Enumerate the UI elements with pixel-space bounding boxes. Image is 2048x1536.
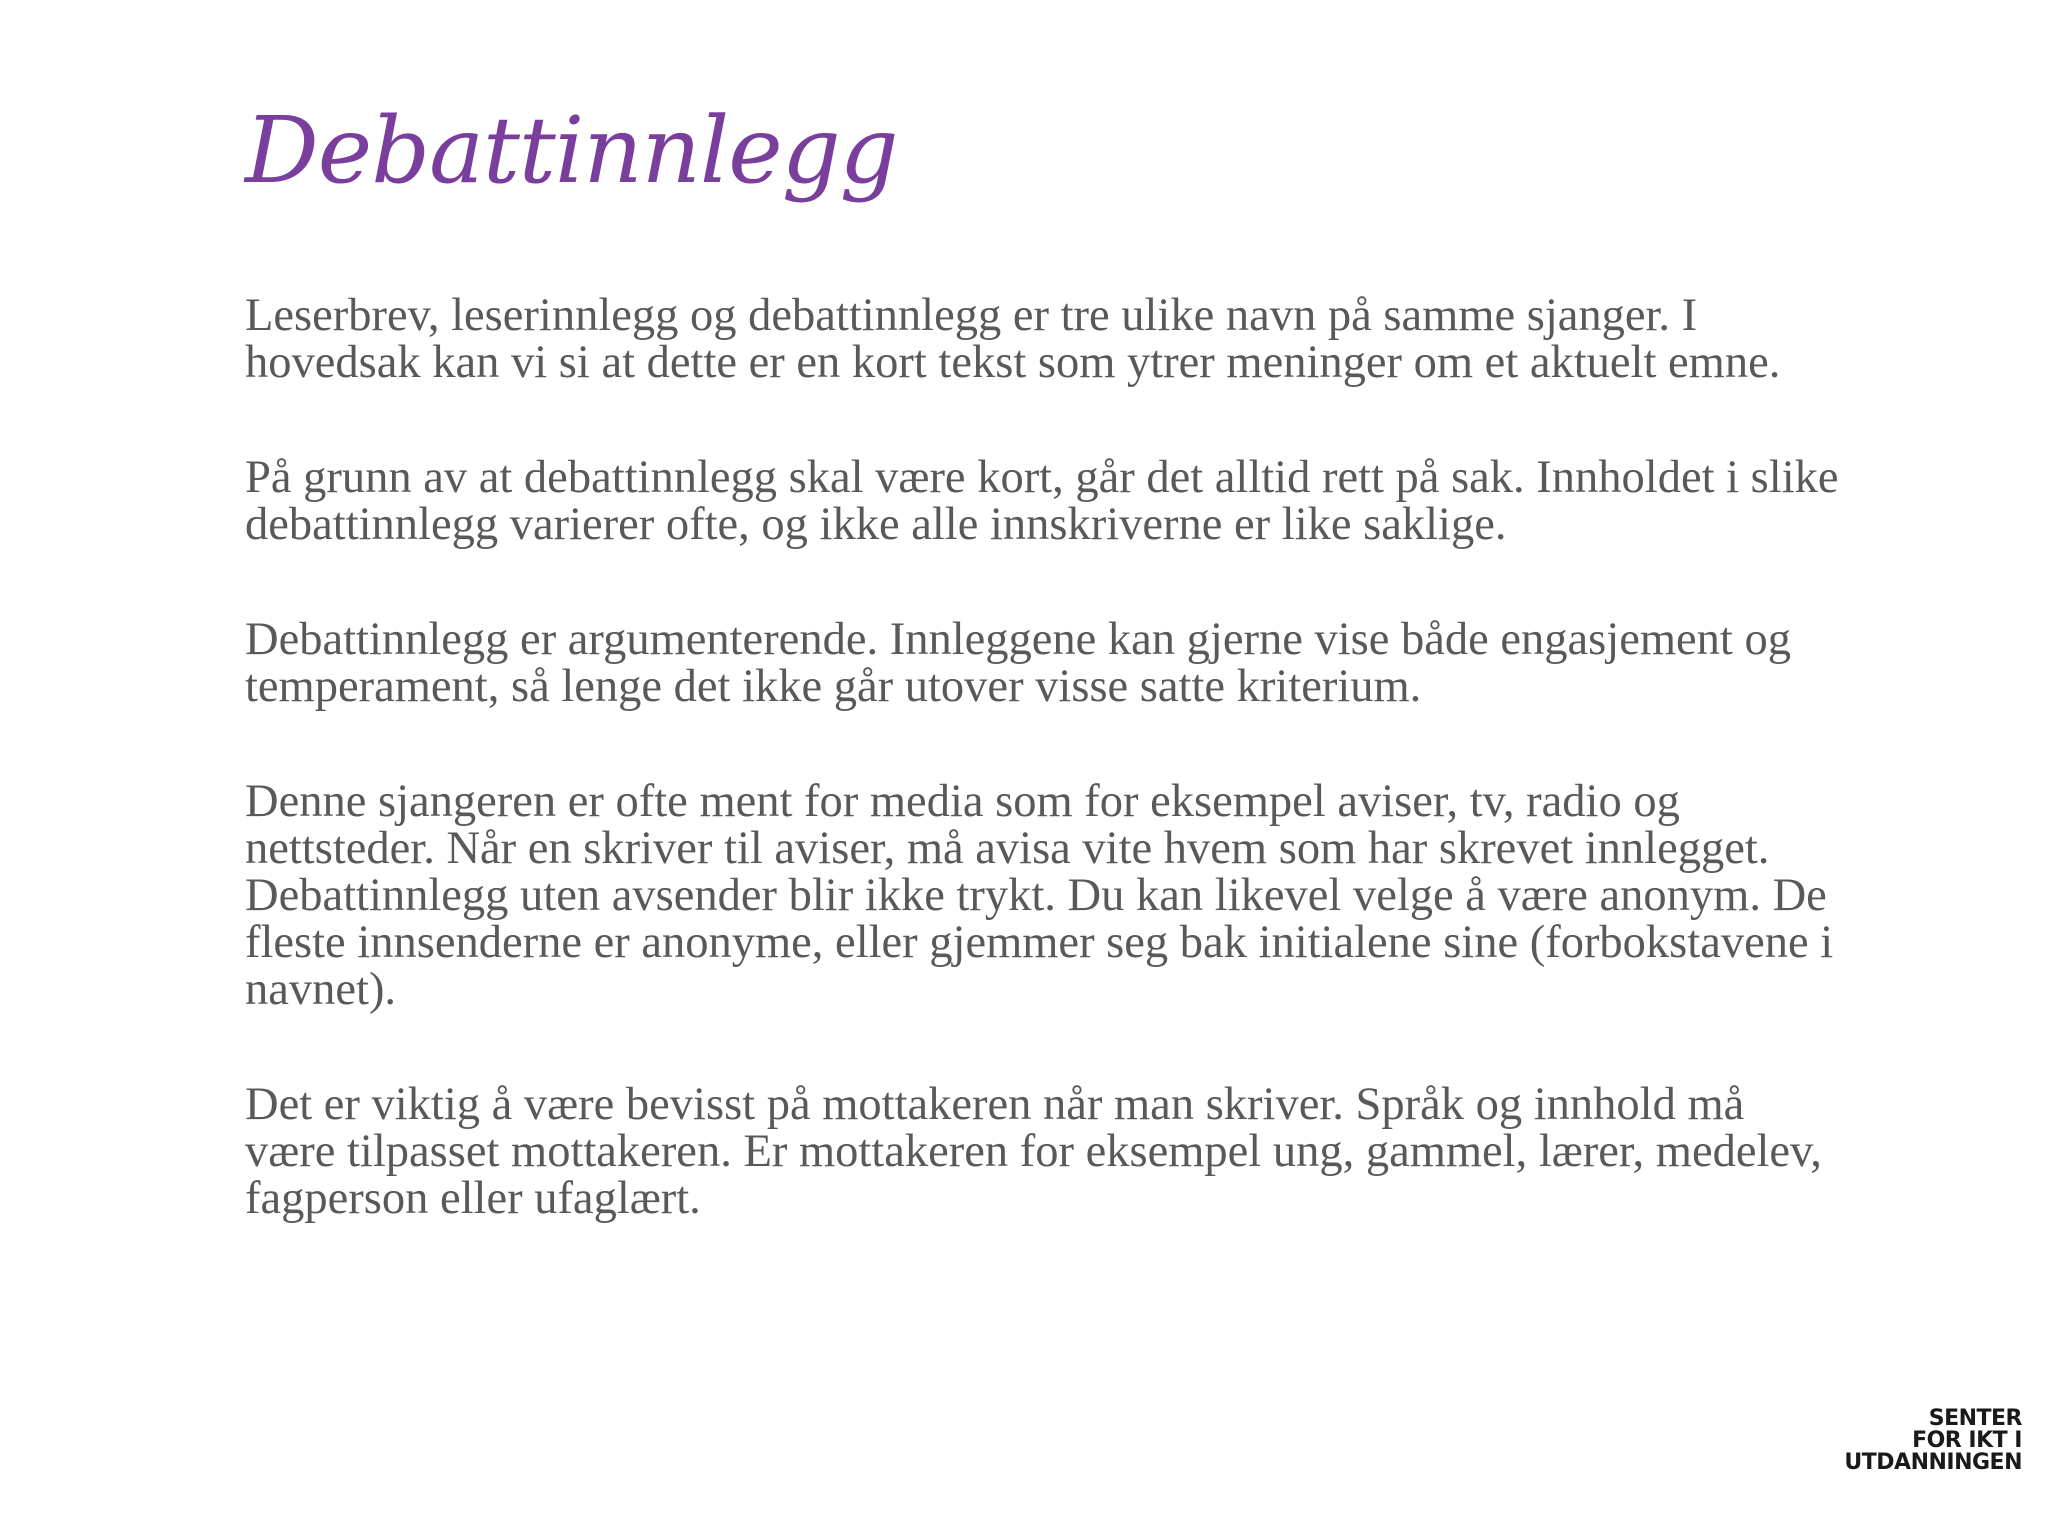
paragraph-1: Leserbrev, leserinnlegg og debattinnlegg er tre ulike navn på samme sjanger. I hovedsak kan vi si at dette er en kort tekst som ytrer meninger om et aktuelt emne. — [245, 290, 1781, 388]
paragraph-5: Det er viktig å være bevisst på mottakeren når man skriver. Språk og innhold må være tilpasset mottakeren. Er mottakeren for eksempel ung, gammel, lærer, medelev, fagperson eller ufaglært. — [245, 1079, 1822, 1224]
paragraph-2: På grunn av at debattinnlegg skal være kort, går det alltid rett på sak. Innholdet i slike debattinnlegg varierer ofte, og ikke alle innskriverne er like saklige. — [245, 452, 1839, 550]
logo-line-2: FOR IKT I — [1912, 1428, 2022, 1453]
logo-line-3: UTDANNINGEN — [1844, 1450, 2022, 1475]
paragraph-3: Debattinnlegg er argumenterende. Innleggene kan gjerne vise både engasjement og temperament, så lenge det ikke går utover visse satte kriterium. — [245, 614, 1791, 712]
slide-title: Debattinnlegg — [245, 97, 898, 204]
paragraph-4: Denne sjangeren er ofte ment for media som for eksempel aviser, tv, radio og nettsteder. Når en skriver til aviser, må avisa vite hvem som har skrevet innlegget. Debattinnlegg uten avsender blir ikke trykt. Du kan likevel velge å være anonym. De fleste innsenderne er anonyme, eller gjemmer seg bak initialene sine (forbokstavene i navnet). — [245, 776, 1834, 1015]
logo-line-1: SENTER — [1928, 1406, 2022, 1431]
slide-body — [245, 292, 1845, 1290]
senter-for-ikt-logo — [1844, 1408, 2022, 1474]
